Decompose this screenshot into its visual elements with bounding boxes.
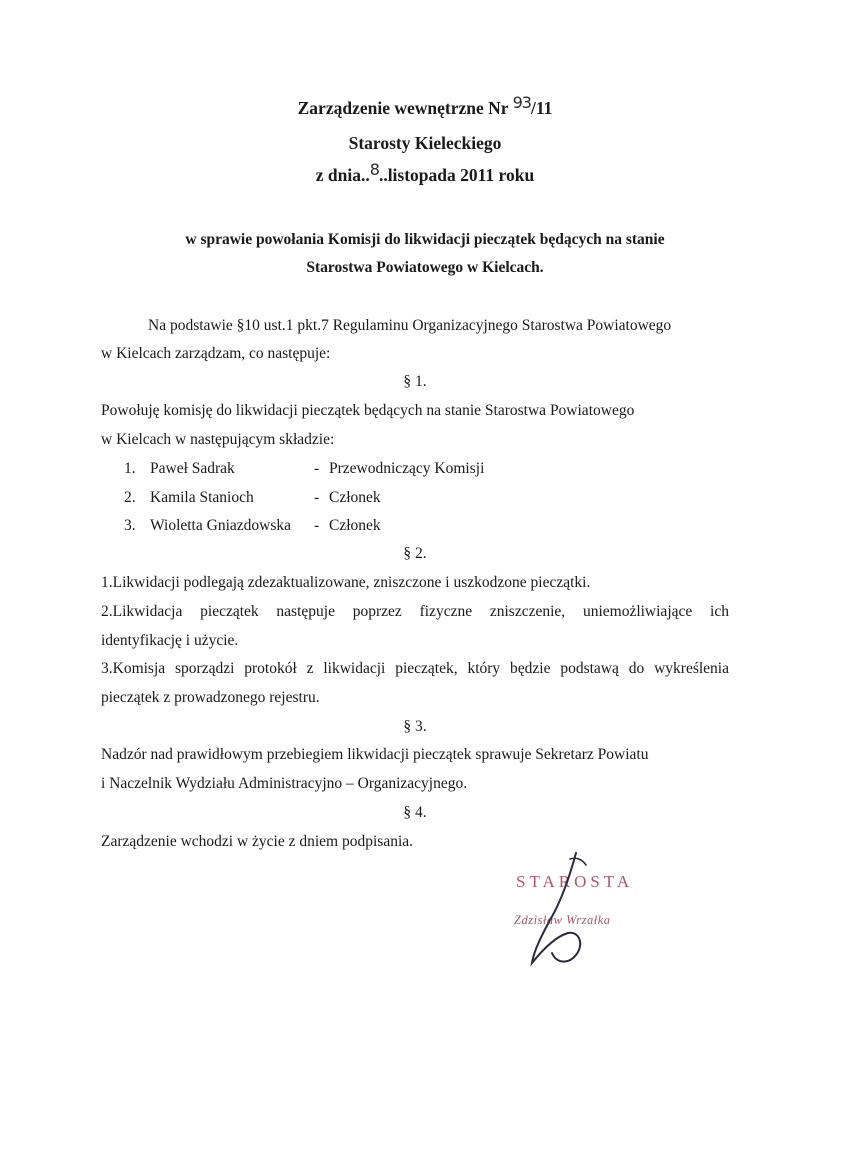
par2-item-1: 1.Likwidacji podlegają zdezaktualizowane, zniszczone i uszkodzone pieczątki. <box>101 574 591 591</box>
member-2-name: Kamila Stanioch <box>150 489 254 506</box>
member-3-name: Wioletta Gniazdowska <box>150 517 291 534</box>
stamp-title: STAROSTA <box>516 872 634 891</box>
subject-line-2: Starostwa Powiatowego w Kielcach. <box>306 259 544 276</box>
section-4-heading: § 4. <box>403 804 427 821</box>
title-suffix: /11 <box>530 98 553 118</box>
handwritten-number: 93 <box>512 93 531 112</box>
member-3-number: 3. <box>124 517 136 534</box>
date-line <box>0 160 850 186</box>
stamp-name: Zdzisław Wrzałka <box>514 913 611 927</box>
par1-line-1: Powołuję komisję do likwidacji pieczątek będących na stanie Starostwa Powiatowego <box>101 402 635 419</box>
handwritten-day: 8 <box>369 160 379 179</box>
par3-line-2: i Naczelnik Wydziału Administracyjno – Organizacyjnego. <box>101 775 468 792</box>
subject-line-1: w sprawie powołania Komisji do likwidacji pieczątek będących na stanie <box>185 231 665 248</box>
intro-line-1: Na podstawie §10 ust.1 pkt.7 Regulaminu Organizacyjnego Starostwa Powiatowego <box>148 317 672 334</box>
member-3-role: Członek <box>329 517 381 534</box>
intro-line-2: w Kielcach zarządzam, co następuje: <box>101 345 331 362</box>
date-suffix: ..listopada 2011 roku <box>378 165 535 185</box>
section-2-heading: § 2. <box>403 545 427 562</box>
member-1-role: Przewodniczący Komisji <box>329 460 485 477</box>
member-1-name: Paweł Sadrak <box>150 460 235 477</box>
member-2-dash: - <box>314 489 320 506</box>
document-title <box>0 93 850 119</box>
issuer-line: Starosty Kieleckiego <box>348 133 502 153</box>
par2-item-2-line-1: 2.Likwidacja pieczątek następuje poprzez fizyczne zniszczenie, uniemożliwiające ich <box>101 603 729 620</box>
par3-line-1: Nadzór nad prawidłowym przebiegiem likwidacji pieczątek sprawuje Sekretarz Powiatu <box>101 746 649 763</box>
member-2-number: 2. <box>124 489 136 506</box>
member-3-dash: - <box>314 517 320 534</box>
par2-item-2-line-2: identyfikację i użycie. <box>101 632 239 649</box>
par1-line-2: w Kielcach w następującym składzie: <box>101 431 335 448</box>
par2-item-3-line-2: pieczątek z prowadzonego rejestru. <box>101 689 320 706</box>
section-3-heading: § 3. <box>403 718 427 735</box>
title-prefix: Zarządzenie wewnętrzne Nr <box>297 98 513 118</box>
member-1-number: 1. <box>124 460 136 477</box>
par2-item-3-line-1: 3.Komisja sporządzi protokół z likwidacji pieczątek, który będzie podstawą do wykreślenia <box>101 660 729 677</box>
par4-line-1: Zarządzenie wchodzi w życie z dniem podpisania. <box>101 833 414 850</box>
member-1-dash: - <box>314 460 320 477</box>
date-prefix: z dnia.. <box>315 165 370 185</box>
section-1-heading: § 1. <box>403 373 427 390</box>
member-2-role: Członek <box>329 489 381 506</box>
signature <box>520 845 600 970</box>
